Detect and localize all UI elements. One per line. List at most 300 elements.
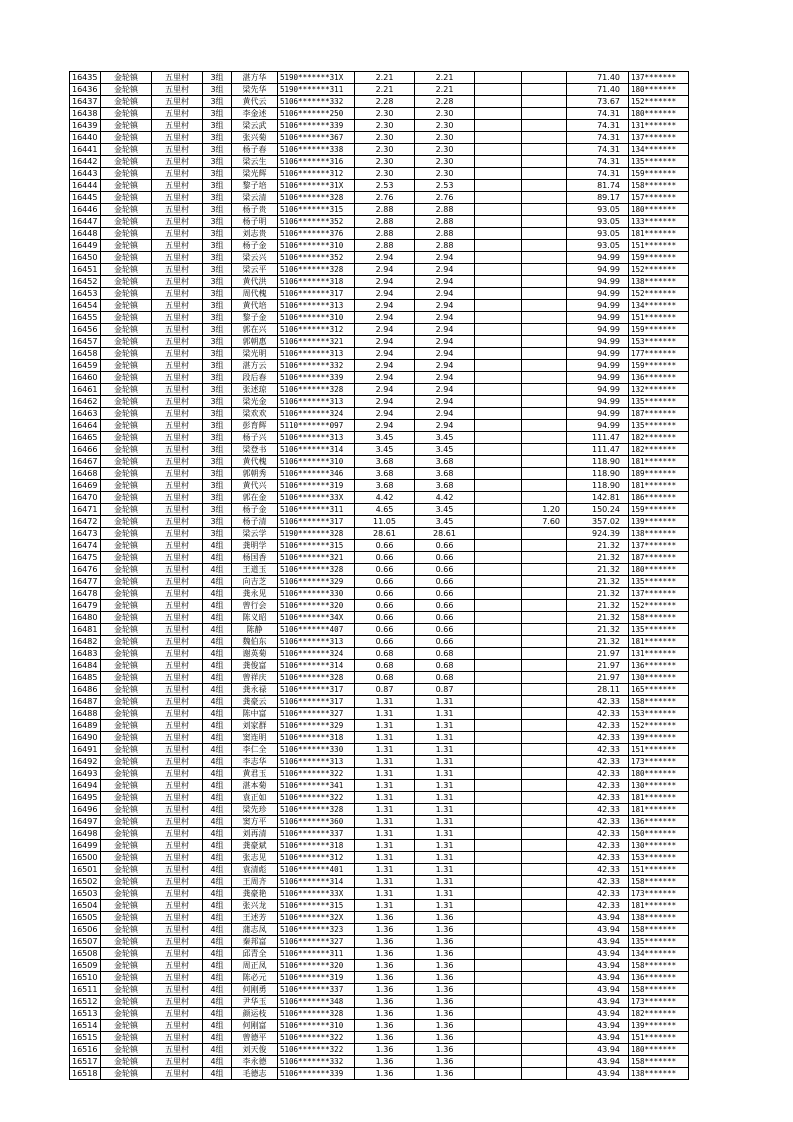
cell-extra-value <box>522 1044 567 1056</box>
cell-phone-number: 187******* <box>629 408 689 420</box>
cell-phone-number: 150******* <box>629 828 689 840</box>
cell-area-value-2: 2.94 <box>415 420 475 432</box>
cell-area-value-2: 3.45 <box>415 432 475 444</box>
cell-phone-number: 159******* <box>629 324 689 336</box>
cell-amount: 42.33 <box>567 840 629 852</box>
cell-area-value-2: 1.36 <box>415 996 475 1008</box>
cell-amount: 71.40 <box>567 72 629 84</box>
cell-village: 五里村 <box>152 288 203 300</box>
cell-area-value: 0.66 <box>355 612 415 624</box>
cell-area-value-2: 1.36 <box>415 984 475 996</box>
cell-amount: 21.97 <box>567 672 629 684</box>
cell-id-number: 5106*******401 <box>278 864 355 876</box>
cell-amount: 43.94 <box>567 1020 629 1032</box>
cell-town: 金轮镇 <box>101 516 152 528</box>
cell-extra-value <box>522 600 567 612</box>
cell-phone-number: 180******* <box>629 564 689 576</box>
cell-person-name: 王周齐 <box>232 876 278 888</box>
cell-group: 3组 <box>203 516 232 528</box>
cell-amount: 93.05 <box>567 228 629 240</box>
cell-extra-value <box>522 384 567 396</box>
cell-person-name: 陈静 <box>232 624 278 636</box>
cell-serial-number: 16467 <box>70 456 101 468</box>
cell-group: 4组 <box>203 912 232 924</box>
cell-group: 4组 <box>203 648 232 660</box>
cell-person-name: 龚永禄 <box>232 684 278 696</box>
cell-group: 4组 <box>203 1032 232 1044</box>
table-row <box>70 420 689 432</box>
cell-area-value: 1.36 <box>355 1056 415 1068</box>
cell-extra-value <box>522 864 567 876</box>
cell-phone-number: 173******* <box>629 888 689 900</box>
cell-town: 金轮镇 <box>101 84 152 96</box>
cell-group: 3组 <box>203 180 232 192</box>
table-row <box>70 144 689 156</box>
cell-area-value: 2.21 <box>355 72 415 84</box>
cell-town: 金轮镇 <box>101 1044 152 1056</box>
cell-person-name: 张述琼 <box>232 384 278 396</box>
cell-person-name: 梁先华 <box>232 84 278 96</box>
cell-id-number: 5106*******360 <box>278 816 355 828</box>
cell-person-name: 张兴龙 <box>232 900 278 912</box>
cell-area-value: 1.31 <box>355 816 415 828</box>
cell-id-number: 5106*******250 <box>278 108 355 120</box>
cell-person-name: 郭在金 <box>232 492 278 504</box>
cell-serial-number: 16499 <box>70 840 101 852</box>
cell-amount: 43.94 <box>567 1056 629 1068</box>
cell-extra-value <box>522 540 567 552</box>
cell-group: 4组 <box>203 744 232 756</box>
cell-village: 五里村 <box>152 900 203 912</box>
cell-area-value: 2.94 <box>355 348 415 360</box>
cell-extra-value <box>522 240 567 252</box>
cell-blank-col <box>475 576 522 588</box>
table-row <box>70 576 689 588</box>
cell-serial-number: 16468 <box>70 468 101 480</box>
cell-serial-number: 16481 <box>70 624 101 636</box>
cell-phone-number: 158******* <box>629 612 689 624</box>
cell-extra-value <box>522 624 567 636</box>
cell-phone-number: 138******* <box>629 276 689 288</box>
cell-area-value-2: 3.68 <box>415 456 475 468</box>
cell-amount: 42.33 <box>567 732 629 744</box>
cell-group: 3组 <box>203 108 232 120</box>
cell-area-value: 3.68 <box>355 480 415 492</box>
cell-blank-col <box>475 876 522 888</box>
cell-extra-value <box>522 300 567 312</box>
cell-id-number: 5106*******322 <box>278 1044 355 1056</box>
cell-group: 3组 <box>203 528 232 540</box>
table-row <box>70 768 689 780</box>
cell-village: 五里村 <box>152 336 203 348</box>
cell-extra-value <box>522 108 567 120</box>
cell-extra-value <box>522 804 567 816</box>
cell-area-value-2: 2.94 <box>415 336 475 348</box>
cell-town: 金轮镇 <box>101 372 152 384</box>
cell-town: 金轮镇 <box>101 756 152 768</box>
cell-area-value-2: 2.94 <box>415 264 475 276</box>
cell-serial-number: 16443 <box>70 168 101 180</box>
cell-serial-number: 16456 <box>70 324 101 336</box>
cell-serial-number: 16507 <box>70 936 101 948</box>
cell-amount: 21.32 <box>567 540 629 552</box>
cell-village: 五里村 <box>152 72 203 84</box>
cell-blank-col <box>475 600 522 612</box>
cell-town: 金轮镇 <box>101 768 152 780</box>
cell-phone-number: 180******* <box>629 1044 689 1056</box>
cell-phone-number: 158******* <box>629 696 689 708</box>
cell-person-name: 曾祥庆 <box>232 672 278 684</box>
cell-village: 五里村 <box>152 816 203 828</box>
cell-area-value: 2.94 <box>355 360 415 372</box>
cell-town: 金轮镇 <box>101 288 152 300</box>
cell-village: 五里村 <box>152 552 203 564</box>
cell-group: 3组 <box>203 456 232 468</box>
cell-id-number: 5106*******337 <box>278 828 355 840</box>
cell-amount: 93.05 <box>567 240 629 252</box>
cell-area-value: 0.68 <box>355 648 415 660</box>
table-row <box>70 288 689 300</box>
cell-area-value: 0.66 <box>355 588 415 600</box>
cell-phone-number: 134******* <box>629 144 689 156</box>
cell-blank-col <box>475 636 522 648</box>
table-row <box>70 936 689 948</box>
cell-town: 金轮镇 <box>101 816 152 828</box>
cell-town: 金轮镇 <box>101 192 152 204</box>
cell-person-name: 黄代云 <box>232 96 278 108</box>
cell-area-value-2: 1.36 <box>415 936 475 948</box>
cell-blank-col <box>475 216 522 228</box>
cell-person-name: 刘家群 <box>232 720 278 732</box>
cell-blank-col <box>475 888 522 900</box>
cell-id-number: 5106*******315 <box>278 540 355 552</box>
table-row <box>70 636 689 648</box>
cell-blank-col <box>475 192 522 204</box>
cell-village: 五里村 <box>152 600 203 612</box>
cell-area-value-2: 1.31 <box>415 696 475 708</box>
cell-id-number: 5106*******328 <box>278 804 355 816</box>
cell-village: 五里村 <box>152 276 203 288</box>
cell-town: 金轮镇 <box>101 684 152 696</box>
cell-town: 金轮镇 <box>101 312 152 324</box>
cell-area-value-2: 1.31 <box>415 888 475 900</box>
cell-person-name: 龚俊富 <box>232 660 278 672</box>
cell-town: 金轮镇 <box>101 708 152 720</box>
cell-village: 五里村 <box>152 780 203 792</box>
cell-extra-value <box>522 120 567 132</box>
cell-area-value-2: 2.94 <box>415 300 475 312</box>
cell-extra-value <box>522 1068 567 1080</box>
cell-town: 金轮镇 <box>101 636 152 648</box>
cell-village: 五里村 <box>152 504 203 516</box>
cell-extra-value <box>522 888 567 900</box>
cell-village: 五里村 <box>152 516 203 528</box>
cell-serial-number: 16489 <box>70 720 101 732</box>
cell-id-number: 5106*******328 <box>278 564 355 576</box>
cell-serial-number: 16517 <box>70 1056 101 1068</box>
cell-group: 4组 <box>203 636 232 648</box>
cell-village: 五里村 <box>152 588 203 600</box>
cell-area-value: 2.94 <box>355 312 415 324</box>
cell-extra-value <box>522 360 567 372</box>
cell-town: 金轮镇 <box>101 888 152 900</box>
table-row <box>70 1020 689 1032</box>
cell-group: 4组 <box>203 948 232 960</box>
cell-town: 金轮镇 <box>101 324 152 336</box>
cell-group: 3组 <box>203 372 232 384</box>
cell-serial-number: 16511 <box>70 984 101 996</box>
cell-village: 五里村 <box>152 372 203 384</box>
cell-area-value: 2.30 <box>355 144 415 156</box>
cell-serial-number: 16475 <box>70 552 101 564</box>
cell-serial-number: 16466 <box>70 444 101 456</box>
cell-blank-col <box>475 708 522 720</box>
cell-area-value-2: 2.94 <box>415 360 475 372</box>
cell-person-name: 龚豪云 <box>232 696 278 708</box>
cell-person-name: 龚永见 <box>232 588 278 600</box>
cell-phone-number: 181******* <box>629 900 689 912</box>
cell-serial-number: 16462 <box>70 396 101 408</box>
cell-group: 3组 <box>203 492 232 504</box>
cell-extra-value <box>522 792 567 804</box>
cell-person-name: 向吉芝 <box>232 576 278 588</box>
cell-town: 金轮镇 <box>101 732 152 744</box>
cell-town: 金轮镇 <box>101 108 152 120</box>
cell-area-value: 2.94 <box>355 252 415 264</box>
cell-area-value: 1.31 <box>355 744 415 756</box>
cell-area-value: 2.88 <box>355 216 415 228</box>
cell-amount: 21.97 <box>567 660 629 672</box>
cell-amount: 94.99 <box>567 300 629 312</box>
table-row <box>70 516 689 528</box>
cell-group: 4组 <box>203 756 232 768</box>
cell-amount: 43.94 <box>567 948 629 960</box>
table-row <box>70 648 689 660</box>
table-row <box>70 840 689 852</box>
cell-phone-number: 134******* <box>629 300 689 312</box>
cell-amount: 118.90 <box>567 480 629 492</box>
cell-area-value-2: 2.76 <box>415 192 475 204</box>
cell-blank-col <box>475 804 522 816</box>
cell-town: 金轮镇 <box>101 348 152 360</box>
cell-blank-col <box>475 300 522 312</box>
cell-blank-col <box>475 1008 522 1020</box>
cell-person-name: 黄代槐 <box>232 456 278 468</box>
cell-serial-number: 16444 <box>70 180 101 192</box>
table-row <box>70 72 689 84</box>
cell-area-value-2: 2.30 <box>415 132 475 144</box>
cell-village: 五里村 <box>152 240 203 252</box>
cell-id-number: 5106*******312 <box>278 168 355 180</box>
cell-serial-number: 16503 <box>70 888 101 900</box>
table-row <box>70 900 689 912</box>
cell-phone-number: 165******* <box>629 684 689 696</box>
cell-serial-number: 16514 <box>70 1020 101 1032</box>
cell-amount: 81.74 <box>567 180 629 192</box>
cell-person-name: 郭朝惠 <box>232 336 278 348</box>
cell-serial-number: 16457 <box>70 336 101 348</box>
cell-area-value: 11.05 <box>355 516 415 528</box>
cell-group: 3组 <box>203 336 232 348</box>
cell-phone-number: 151******* <box>629 312 689 324</box>
cell-person-name: 刘再清 <box>232 828 278 840</box>
cell-town: 金轮镇 <box>101 396 152 408</box>
cell-amount: 94.99 <box>567 408 629 420</box>
cell-person-name: 杨子贵 <box>232 204 278 216</box>
cell-phone-number: 159******* <box>629 252 689 264</box>
cell-serial-number: 16488 <box>70 708 101 720</box>
table-row <box>70 684 689 696</box>
cell-area-value: 1.31 <box>355 900 415 912</box>
cell-area-value-2: 3.45 <box>415 516 475 528</box>
cell-person-name: 蒲志凤 <box>232 924 278 936</box>
table-row <box>70 1056 689 1068</box>
table-row <box>70 84 689 96</box>
cell-group: 4组 <box>203 840 232 852</box>
cell-id-number: 5106*******317 <box>278 696 355 708</box>
cell-town: 金轮镇 <box>101 1032 152 1044</box>
cell-phone-number: 136******* <box>629 816 689 828</box>
cell-area-value: 2.53 <box>355 180 415 192</box>
cell-person-name: 李金述 <box>232 108 278 120</box>
cell-town: 金轮镇 <box>101 228 152 240</box>
cell-group: 3组 <box>203 192 232 204</box>
cell-blank-col <box>475 228 522 240</box>
cell-amount: 93.05 <box>567 204 629 216</box>
cell-id-number: 5106*******315 <box>278 900 355 912</box>
cell-extra-value <box>522 396 567 408</box>
cell-person-name: 杨子清 <box>232 516 278 528</box>
cell-extra-value <box>522 468 567 480</box>
cell-area-value: 2.94 <box>355 408 415 420</box>
cell-group: 4组 <box>203 804 232 816</box>
cell-town: 金轮镇 <box>101 1020 152 1032</box>
cell-id-number: 5190*******311 <box>278 84 355 96</box>
cell-extra-value <box>522 948 567 960</box>
cell-group: 4组 <box>203 672 232 684</box>
cell-id-number: 5106*******327 <box>278 708 355 720</box>
cell-amount: 43.94 <box>567 1008 629 1020</box>
cell-area-value-2: 1.31 <box>415 816 475 828</box>
cell-person-name: 何刚勇 <box>232 984 278 996</box>
table-row <box>70 744 689 756</box>
cell-amount: 43.94 <box>567 1044 629 1056</box>
cell-area-value-2: 1.31 <box>415 780 475 792</box>
cell-phone-number: 158******* <box>629 984 689 996</box>
cell-blank-col <box>475 936 522 948</box>
cell-serial-number: 16485 <box>70 672 101 684</box>
cell-id-number: 5106*******329 <box>278 576 355 588</box>
cell-blank-col <box>475 72 522 84</box>
cell-extra-value <box>522 72 567 84</box>
cell-extra-value <box>522 612 567 624</box>
cell-town: 金轮镇 <box>101 444 152 456</box>
cell-serial-number: 16436 <box>70 84 101 96</box>
cell-group: 3组 <box>203 504 232 516</box>
cell-village: 五里村 <box>152 744 203 756</box>
cell-person-name: 袁清彪 <box>232 864 278 876</box>
cell-person-name: 曾行会 <box>232 600 278 612</box>
cell-extra-value <box>522 684 567 696</box>
cell-phone-number: 189******* <box>629 468 689 480</box>
cell-id-number: 5110*******097 <box>278 420 355 432</box>
cell-phone-number: 151******* <box>629 240 689 252</box>
cell-phone-number: 151******* <box>629 744 689 756</box>
cell-village: 五里村 <box>152 732 203 744</box>
cell-serial-number: 16508 <box>70 948 101 960</box>
cell-town: 金轮镇 <box>101 252 152 264</box>
cell-amount: 74.31 <box>567 120 629 132</box>
cell-blank-col <box>475 864 522 876</box>
cell-extra-value <box>522 144 567 156</box>
cell-group: 3组 <box>203 204 232 216</box>
cell-group: 3组 <box>203 72 232 84</box>
cell-town: 金轮镇 <box>101 204 152 216</box>
cell-area-value: 0.66 <box>355 624 415 636</box>
cell-village: 五里村 <box>152 804 203 816</box>
cell-extra-value <box>522 780 567 792</box>
cell-serial-number: 16496 <box>70 804 101 816</box>
cell-village: 五里村 <box>152 720 203 732</box>
cell-extra-value <box>522 276 567 288</box>
cell-amount: 42.33 <box>567 864 629 876</box>
cell-serial-number: 16483 <box>70 648 101 660</box>
cell-group: 4组 <box>203 876 232 888</box>
cell-serial-number: 16435 <box>70 72 101 84</box>
cell-village: 五里村 <box>152 708 203 720</box>
cell-area-value-2: 1.36 <box>415 1068 475 1080</box>
cell-person-name: 陈义昭 <box>232 612 278 624</box>
cell-area-value-2: 1.36 <box>415 1008 475 1020</box>
cell-village: 五里村 <box>152 936 203 948</box>
cell-extra-value <box>522 420 567 432</box>
cell-blank-col <box>475 96 522 108</box>
cell-id-number: 5106*******320 <box>278 960 355 972</box>
cell-phone-number: 134******* <box>629 948 689 960</box>
cell-blank-col <box>475 588 522 600</box>
cell-area-value: 1.36 <box>355 996 415 1008</box>
cell-person-name: 魏伯东 <box>232 636 278 648</box>
cell-area-value-2: 2.53 <box>415 180 475 192</box>
cell-town: 金轮镇 <box>101 540 152 552</box>
cell-area-value: 1.36 <box>355 960 415 972</box>
cell-area-value-2: 2.94 <box>415 372 475 384</box>
cell-group: 4组 <box>203 600 232 612</box>
cell-blank-col <box>475 696 522 708</box>
cell-group: 3组 <box>203 228 232 240</box>
cell-village: 五里村 <box>152 396 203 408</box>
cell-area-value-2: 0.68 <box>415 648 475 660</box>
cell-serial-number: 16491 <box>70 744 101 756</box>
cell-group: 3组 <box>203 144 232 156</box>
cell-id-number: 5106*******313 <box>278 432 355 444</box>
cell-person-name: 梁云生 <box>232 156 278 168</box>
cell-id-number: 5106*******34X <box>278 612 355 624</box>
cell-amount: 94.99 <box>567 312 629 324</box>
cell-group: 4组 <box>203 1008 232 1020</box>
cell-group: 4组 <box>203 1056 232 1068</box>
cell-area-value: 1.36 <box>355 1008 415 1020</box>
cell-extra-value <box>522 228 567 240</box>
cell-village: 五里村 <box>152 564 203 576</box>
cell-serial-number: 16482 <box>70 636 101 648</box>
cell-id-number: 5106*******314 <box>278 444 355 456</box>
cell-phone-number: 135******* <box>629 936 689 948</box>
cell-serial-number: 16448 <box>70 228 101 240</box>
cell-village: 五里村 <box>152 408 203 420</box>
cell-serial-number: 16463 <box>70 408 101 420</box>
cell-blank-col <box>475 564 522 576</box>
